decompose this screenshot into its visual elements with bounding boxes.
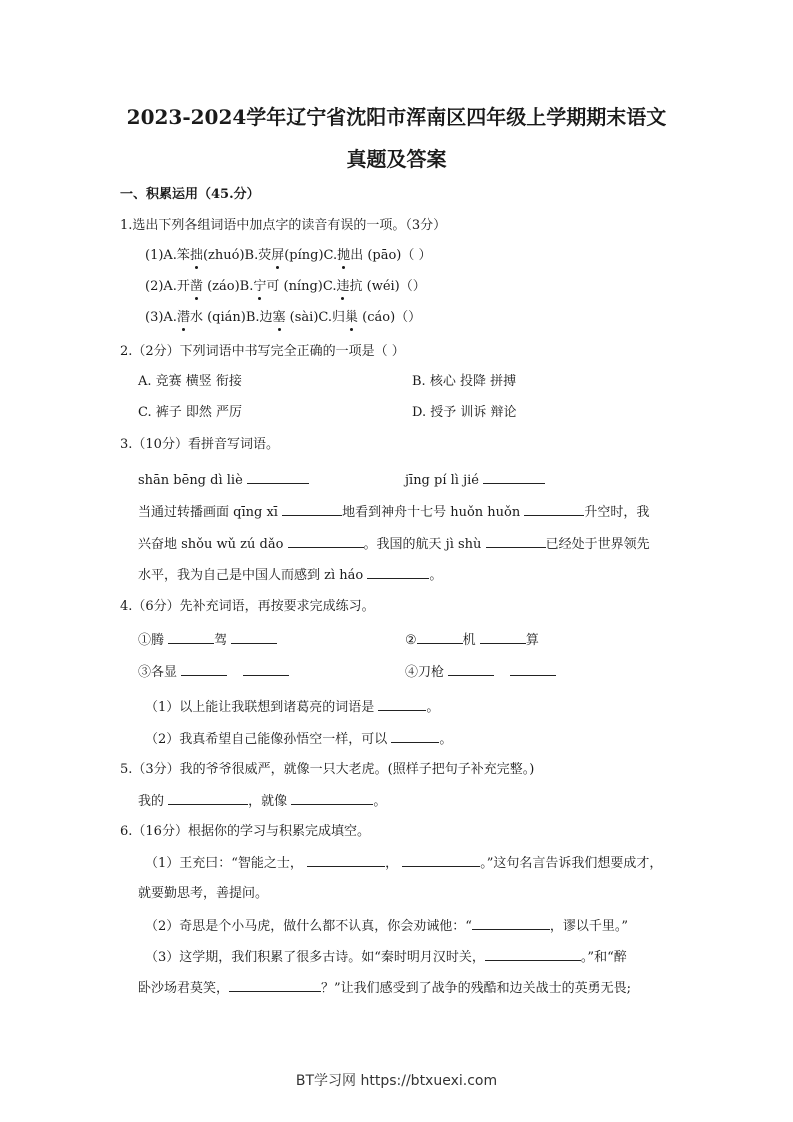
question-2-stem: 2.（2分）下列词语中书写完全正确的一项是（ ） <box>120 344 405 359</box>
answer-blank[interactable] <box>307 853 385 867</box>
question-3-line-2: 当通过转播画面 qīng xī 地看到神舟十七号 huǒn huǒn 升空时，我 <box>138 502 649 522</box>
option-b: B. 核心 投降 拼搏 <box>412 374 517 389</box>
answer-blank[interactable] <box>282 502 342 516</box>
question-1-stem: 1.选出下列各组词语中加点字的读音有误的一项。（3分） <box>120 218 447 233</box>
question-6-part-3: （3）这学期，我们积累了很多古诗。如“秦时明月汉时关， 。”和“醉 <box>145 947 627 967</box>
answer-blank[interactable] <box>402 853 480 867</box>
footer-watermark: BT学习网 https://btxuexi.com <box>295 1073 498 1089</box>
question-4-stem: 4.（6分）先补充词语，再按要求完成练习。 <box>120 599 375 614</box>
question-1-row-1: (1)A.笨拙(zhuó)B.荧屏(píng)C.抛出 (pāo)（ ） <box>145 248 432 263</box>
idiom-item-2: ② 机 算 <box>405 630 539 650</box>
idiom-item-4: ④刀枪 <box>405 662 556 682</box>
answer-blank[interactable] <box>510 662 556 676</box>
pinyin-item-2: jīng pí lì jié <box>405 470 545 490</box>
answer-blank[interactable] <box>231 630 277 644</box>
option-c: C. 裤子 即然 严厉 <box>138 405 243 420</box>
answer-blank[interactable] <box>448 662 494 676</box>
answer-blank[interactable] <box>367 565 429 579</box>
question-4-sub-2: （2）我真希望自己能像孙悟空一样，可以 。 <box>145 729 452 749</box>
answer-blank[interactable] <box>483 470 545 484</box>
option-d: D. 授予 训诉 辩论 <box>412 405 517 420</box>
answer-blank[interactable] <box>472 916 550 930</box>
option-a: A. 竞赛 横竖 衔接 <box>138 374 242 389</box>
question-6-part-1: （1）王充曰：“智能之士， ， 。”这句名言告诉我们想要成才， <box>145 853 662 873</box>
answer-blank[interactable] <box>417 630 463 644</box>
page-title: 2023-2024学年辽宁省沈阳市浑南区四年级上学期期末语文 <box>126 105 667 129</box>
answer-blank[interactable] <box>480 630 526 644</box>
answer-blank[interactable] <box>524 502 584 516</box>
question-4-sub-1: （1）以上能让我联想到诸葛亮的词语是 。 <box>145 697 439 717</box>
answer-blank[interactable] <box>291 791 373 805</box>
question-1-row-2: (2)A.开凿 (záo)B.宁可 (níng)C.违抗 (wéi)（） <box>145 279 426 294</box>
answer-blank[interactable] <box>243 662 289 676</box>
answer-blank[interactable] <box>181 662 227 676</box>
answer-blank[interactable] <box>485 947 581 961</box>
question-3-line-3: 兴奋地 shǒu wǔ zú dǎo 。我国的航天 jì shù 已经处于世界领先 <box>138 534 650 554</box>
answer-blank[interactable] <box>288 534 364 548</box>
section-heading: 一、积累运用（45.分） <box>120 187 260 202</box>
answer-blank[interactable] <box>486 534 546 548</box>
question-5-answer-line: 我的 ，就像 。 <box>138 791 386 811</box>
question-6-part-1-cont: 就要勤思考，善提问。 <box>138 886 269 901</box>
pinyin-item-1: shān bēng dì liè <box>138 470 309 490</box>
answer-blank[interactable] <box>229 978 321 992</box>
question-5-stem: 5.（3分）我的爷爷很威严，就像一只大老虎。(照样子把句子补充完整。) <box>120 762 535 777</box>
answer-blank[interactable] <box>247 470 309 484</box>
idiom-item-1: ①腾 驾 <box>138 630 277 650</box>
answer-blank[interactable] <box>378 697 426 711</box>
answer-blank[interactable] <box>168 630 214 644</box>
idiom-item-3: ③各显 <box>138 662 289 682</box>
question-6-part-3-cont: 卧沙场君莫笑， ？”让我们感受到了战争的残酷和边关战士的英勇无畏; <box>138 978 631 998</box>
question-3-line-4: 水平，我为自己是中国人而感到 zì háo 。 <box>138 565 442 585</box>
question-6-part-2: （2）奇思是个小马虎，做什么都不认真，你会劝诫他：“ ，谬以千里。” <box>145 916 628 936</box>
answer-blank[interactable] <box>168 791 248 805</box>
question-3-stem: 3.（10分）看拼音写词语。 <box>120 437 279 452</box>
question-6-stem: 6.（16分）根据你的学习与积累完成填空。 <box>120 824 370 839</box>
question-1-row-3: (3)A.潜水 (qián)B.边塞 (sài)C.归巢 (cáo)（） <box>145 310 422 325</box>
page-title-line2: 真题及答案 <box>346 147 447 171</box>
answer-blank[interactable] <box>391 729 439 743</box>
